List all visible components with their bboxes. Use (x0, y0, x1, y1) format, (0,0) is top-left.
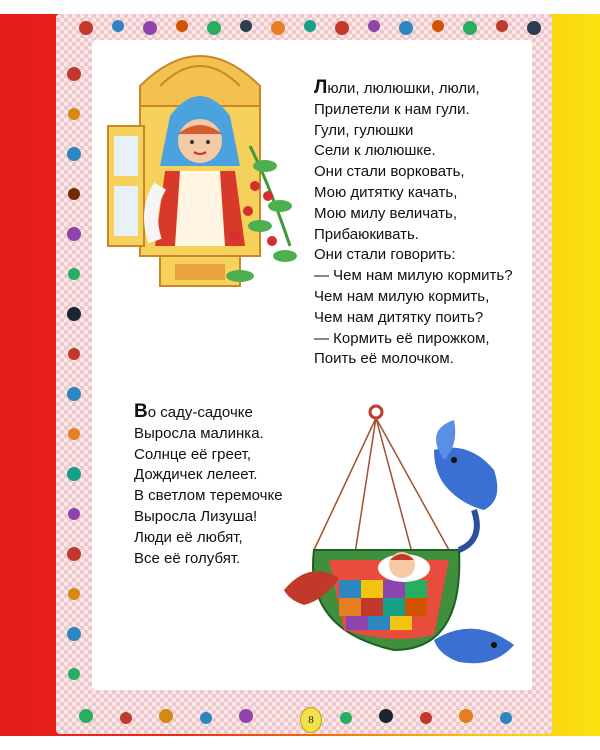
poem1-line-7: Мою милу величать, (314, 204, 457, 222)
page-number: 8 (300, 707, 322, 733)
poem1-dropcap: Л (314, 77, 328, 98)
top-border-icons (79, 20, 541, 35)
left-border-icons (67, 67, 81, 680)
poem1-line-5: Они стали ворковать, (314, 163, 465, 181)
poem2-line-3: Солнце её греет, (134, 445, 252, 463)
poem1-line-2: Прилетели к нам гули. (314, 100, 470, 118)
poem1-line-8: Прибаюкивать. (314, 225, 419, 243)
poem2-dropcap: В (134, 401, 148, 422)
top-margin (0, 0, 600, 14)
poem2-line-6: Выросла Лизуша! (134, 507, 258, 525)
poem-sadochek (134, 402, 283, 569)
baby-cradle-with-birds-illustration (284, 400, 524, 670)
poem1-line-14: Поить её молочком. (314, 350, 454, 368)
poem1-line-9: Они стали говорить: (314, 246, 456, 264)
page-content-area (92, 40, 532, 690)
poem1-line-13: — Кормить её пирожком, (314, 329, 490, 347)
bottom-margin (0, 736, 600, 750)
poem1-line-4: Сели к люлюшке. (314, 142, 436, 160)
poem2-line-8: Все её голубят. (134, 549, 241, 567)
poem1-line-1: Люли, люлюшки, люли, (314, 77, 480, 98)
poem1-line-11: Чем нам милую кормить, (314, 287, 490, 305)
poem2-line-4: Дождичек лелеет. (134, 466, 258, 484)
poem1-line-12: Чем нам дитятку поить? (314, 308, 484, 326)
poem2-line-1: Во саду-садочке (134, 401, 253, 422)
poem2-line-5: В светлом теремочке (134, 487, 283, 505)
poem-lulli (314, 78, 513, 370)
poem1-line-3: Гули, гулюшки (314, 121, 414, 139)
poem2-line-2: Выросла малинка. (134, 424, 264, 442)
poem1-line-10: — Чем нам милую кормить? (314, 267, 513, 285)
bottom-border-icons (79, 709, 512, 724)
girl-in-window-illustration (100, 46, 300, 296)
poem1-line-6: Мою дитятку качать, (314, 183, 458, 201)
poem2-line-7: Люди её любят, (134, 528, 243, 546)
